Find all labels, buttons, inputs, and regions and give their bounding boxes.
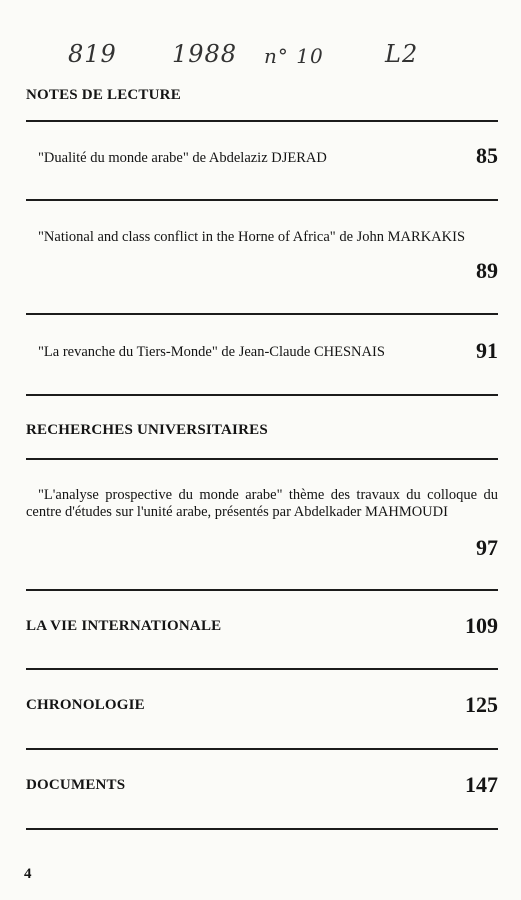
handwritten-ref-4: L2 <box>385 40 419 68</box>
toc-entry <box>26 229 498 246</box>
entry-text: "National and class conflict in the Horne of Africa" de John MARKAKIS <box>38 229 466 245</box>
divider <box>26 394 498 396</box>
entry-page-number: 91 <box>476 338 498 363</box>
section-title-chronologie: CHRONOLOGIE <box>26 697 145 713</box>
handwritten-ref-3: n° 10 <box>264 44 324 68</box>
section-title-vie-internationale: LA VIE INTERNATIONALE <box>26 618 222 634</box>
divider <box>26 313 498 315</box>
divider <box>26 199 498 201</box>
divider <box>26 668 498 670</box>
divider <box>26 458 498 460</box>
toc-entry <box>26 150 498 174</box>
entry-text: "La revanche du Tiers-Monde" de Jean-Claude CHESNAIS <box>38 344 385 360</box>
toc-entry <box>26 487 498 521</box>
toc-entry <box>26 344 498 368</box>
divider <box>26 589 498 591</box>
handwritten-ref-1: 819 <box>68 40 117 68</box>
entry-text: "L'analyse prospective du monde arabe" thème des travaux du colloque du centre d'études sur l'unité arabe, présentés par Abdelkader MAHMOUDI <box>26 487 498 520</box>
footer-page-number: 4 <box>24 866 32 882</box>
entry-page-number: 97 <box>476 535 498 560</box>
divider <box>26 828 498 830</box>
section-title-recherches: RECHERCHES UNIVERSITAIRES <box>26 422 268 438</box>
handwritten-ref-2: 1988 <box>172 40 238 68</box>
section-title-documents: DOCUMENTS <box>26 777 126 793</box>
entry-page-number: 89 <box>476 258 498 283</box>
entry-text: "Dualité du monde arabe" de Abdelaziz DJERAD <box>38 150 327 166</box>
section-page-number: 147 <box>465 772 498 797</box>
divider <box>26 120 498 122</box>
divider <box>26 748 498 750</box>
entry-page-number: 85 <box>476 143 498 168</box>
section-page-number: 125 <box>465 692 498 717</box>
section-page-number: 109 <box>465 613 498 638</box>
section-title-notes: NOTES DE LECTURE <box>26 87 181 103</box>
